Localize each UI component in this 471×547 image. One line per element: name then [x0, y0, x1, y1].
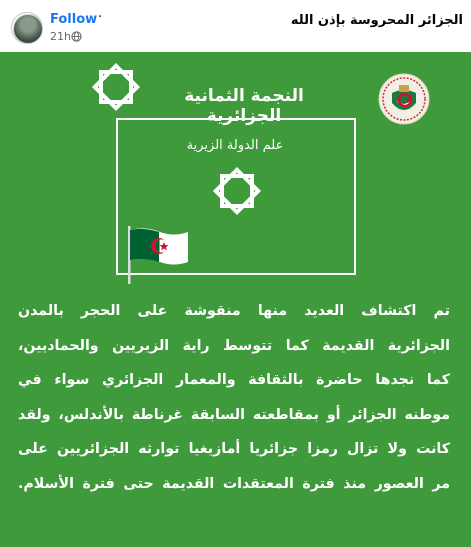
post-timestamp[interactable]: 21h: [50, 30, 71, 43]
caption-line: موطنه الجزائر أو بمقاطعته السابقة غرناطة بالأندلس، ولقد: [18, 406, 450, 423]
caption-line: مر العصور منذ فترة المعتقدات القديمة حتى فترة الأسلام.: [18, 475, 450, 492]
page-avatar[interactable]: [13, 14, 43, 44]
frame-label: علم الدولة الزيرية: [186, 138, 284, 153]
eight-point-star-icon: [211, 165, 263, 217]
image-title: النجمة الثمانية الجزائرية: [184, 86, 304, 126]
page-name-link[interactable]: الجزائر المحروسة بإذن الله: [290, 13, 463, 28]
post-image-caption: [18, 294, 450, 501]
coat-of-arms-icon: [378, 73, 430, 125]
caption-line: تم اكتشاف العديد منها منقوشة على الحجر بالمدن: [18, 303, 450, 319]
algerian-flag-icon: [126, 224, 190, 284]
eight-point-star-icon: [90, 61, 142, 113]
caption-line: الجزائرية القديمة كما تتوسط راية الزيريين والحماديين،: [18, 337, 450, 354]
caption-line: كما نجدها حاضرة بالثقافة والمعمار الجزائري سواء في: [18, 372, 450, 388]
separator-dot: ·: [98, 10, 103, 25]
follow-button[interactable]: Follow: [50, 12, 98, 27]
post-header: [0, 0, 471, 52]
globe-icon: [71, 31, 82, 42]
caption-line: كانت ولا تزال رمزا جزائريا أمازيغيا توارثه الجزائريين على: [18, 441, 450, 457]
